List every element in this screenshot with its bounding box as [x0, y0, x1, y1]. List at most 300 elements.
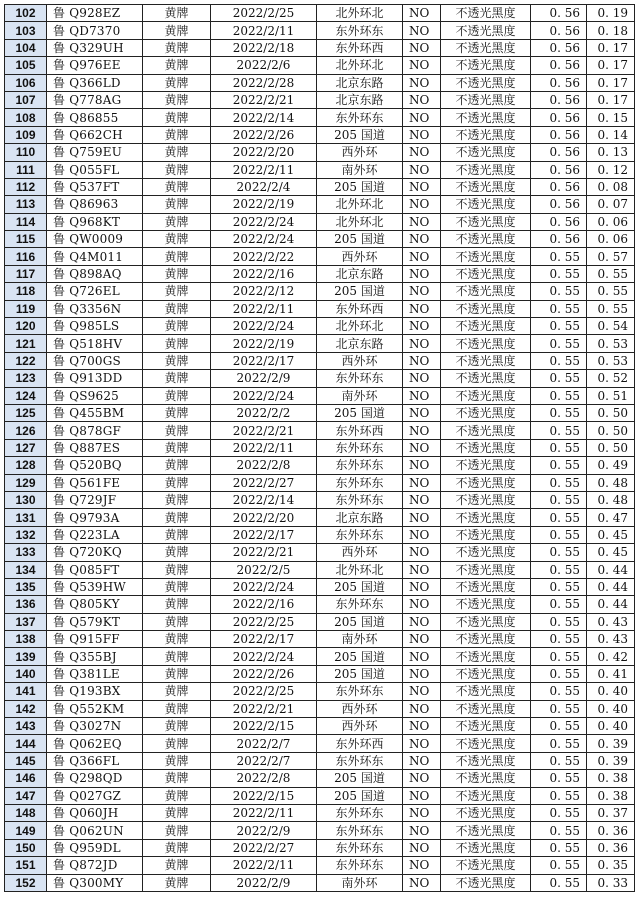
result: NO [403, 231, 441, 248]
result: NO [403, 300, 441, 317]
test-location: 205 国道 [317, 613, 403, 630]
measured-value: 0. 07 [587, 196, 635, 213]
test-item: 不透光黑度 [441, 839, 531, 856]
test-date: 2022/2/27 [211, 474, 317, 491]
plate-type: 黄牌 [143, 161, 211, 178]
limit-value: 0. 55 [531, 474, 587, 491]
test-item: 不透光黑度 [441, 5, 531, 22]
table-row [5, 387, 635, 404]
result: NO [403, 370, 441, 387]
limit-value: 0. 55 [531, 509, 587, 526]
result: NO [403, 700, 441, 717]
result: NO [403, 265, 441, 282]
plate-number: 鲁 Q537FT [47, 178, 143, 195]
table-row [5, 352, 635, 369]
test-date: 2022/2/11 [211, 804, 317, 821]
measured-value: 0. 08 [587, 178, 635, 195]
limit-value: 0. 55 [531, 544, 587, 561]
plate-type: 黄牌 [143, 283, 211, 300]
row-number: 131 [5, 509, 47, 526]
test-date: 2022/2/17 [211, 631, 317, 648]
result: NO [403, 439, 441, 456]
test-location: 205 国道 [317, 283, 403, 300]
row-number: 143 [5, 718, 47, 735]
test-date: 2022/2/18 [211, 39, 317, 56]
test-item: 不透光黑度 [441, 248, 531, 265]
test-location: 南外环 [317, 387, 403, 404]
plate-type: 黄牌 [143, 544, 211, 561]
limit-value: 0. 56 [531, 213, 587, 230]
result: NO [403, 387, 441, 404]
plate-number: 鲁 Q062EQ [47, 735, 143, 752]
row-number: 124 [5, 387, 47, 404]
result: NO [403, 631, 441, 648]
plate-number: 鲁 Q561FE [47, 474, 143, 491]
table-row [5, 770, 635, 787]
plate-number: 鲁 Q915FF [47, 631, 143, 648]
limit-value: 0. 56 [531, 126, 587, 143]
test-date: 2022/2/8 [211, 457, 317, 474]
test-location: 东外环东 [317, 22, 403, 39]
test-date: 2022/2/24 [211, 578, 317, 595]
row-number: 105 [5, 57, 47, 74]
test-item: 不透光黑度 [441, 631, 531, 648]
limit-value: 0. 55 [531, 387, 587, 404]
test-location: 北京东路 [317, 265, 403, 282]
test-item: 不透光黑度 [441, 300, 531, 317]
plate-number: 鲁 QW0009 [47, 231, 143, 248]
row-number: 127 [5, 439, 47, 456]
test-item: 不透光黑度 [441, 39, 531, 56]
row-number: 117 [5, 265, 47, 282]
table-row [5, 526, 635, 543]
test-date: 2022/2/9 [211, 822, 317, 839]
row-number: 139 [5, 648, 47, 665]
result: NO [403, 474, 441, 491]
row-number: 108 [5, 109, 47, 126]
test-item: 不透光黑度 [441, 491, 531, 508]
plate-number: 鲁 Q700GS [47, 352, 143, 369]
plate-type: 黄牌 [143, 700, 211, 717]
measured-value: 0. 53 [587, 335, 635, 352]
result: NO [403, 613, 441, 630]
measured-value: 0. 19 [587, 5, 635, 22]
plate-number: 鲁 Q518HV [47, 335, 143, 352]
measured-value: 0. 38 [587, 787, 635, 804]
plate-type: 黄牌 [143, 822, 211, 839]
test-date: 2022/2/19 [211, 196, 317, 213]
test-location: 东外环东 [317, 596, 403, 613]
test-location: 北外环北 [317, 196, 403, 213]
limit-value: 0. 56 [531, 231, 587, 248]
row-number: 144 [5, 735, 47, 752]
result: NO [403, 544, 441, 561]
measured-value: 0. 43 [587, 631, 635, 648]
test-location: 北外环北 [317, 213, 403, 230]
plate-number: 鲁 Q300MY [47, 874, 143, 891]
limit-value: 0. 55 [531, 648, 587, 665]
result: NO [403, 248, 441, 265]
measured-value: 0. 52 [587, 370, 635, 387]
table-row [5, 874, 635, 891]
limit-value: 0. 55 [531, 318, 587, 335]
plate-type: 黄牌 [143, 474, 211, 491]
test-item: 不透光黑度 [441, 509, 531, 526]
plate-type: 黄牌 [143, 770, 211, 787]
test-item: 不透光黑度 [441, 283, 531, 300]
test-location: 西外环 [317, 700, 403, 717]
test-item: 不透光黑度 [441, 735, 531, 752]
limit-value: 0. 55 [531, 718, 587, 735]
test-location: 东外环西 [317, 422, 403, 439]
row-number: 137 [5, 613, 47, 630]
test-item: 不透光黑度 [441, 804, 531, 821]
row-number: 147 [5, 787, 47, 804]
table-row [5, 91, 635, 108]
result: NO [403, 352, 441, 369]
test-date: 2022/2/21 [211, 544, 317, 561]
test-item: 不透光黑度 [441, 578, 531, 595]
test-location: 205 国道 [317, 578, 403, 595]
limit-value: 0. 56 [531, 5, 587, 22]
plate-type: 黄牌 [143, 457, 211, 474]
limit-value: 0. 55 [531, 683, 587, 700]
plate-type: 黄牌 [143, 22, 211, 39]
limit-value: 0. 56 [531, 74, 587, 91]
row-number: 149 [5, 822, 47, 839]
measured-value: 0. 33 [587, 874, 635, 891]
inspection-table-sheet [4, 4, 634, 892]
limit-value: 0. 55 [531, 874, 587, 891]
plate-type: 黄牌 [143, 231, 211, 248]
test-location: 西外环 [317, 352, 403, 369]
plate-type: 黄牌 [143, 126, 211, 143]
plate-type: 黄牌 [143, 787, 211, 804]
row-number: 118 [5, 283, 47, 300]
result: NO [403, 526, 441, 543]
test-location: 东外环东 [317, 109, 403, 126]
plate-type: 黄牌 [143, 526, 211, 543]
result: NO [403, 144, 441, 161]
result: NO [403, 5, 441, 22]
plate-type: 黄牌 [143, 735, 211, 752]
result: NO [403, 161, 441, 178]
limit-value: 0. 55 [531, 596, 587, 613]
plate-number: 鲁 Q720KQ [47, 544, 143, 561]
plate-type: 黄牌 [143, 178, 211, 195]
result: NO [403, 422, 441, 439]
table-row [5, 335, 635, 352]
plate-number: 鲁 Q060JH [47, 804, 143, 821]
plate-type: 黄牌 [143, 109, 211, 126]
row-number: 102 [5, 5, 47, 22]
limit-value: 0. 55 [531, 787, 587, 804]
plate-number: 鲁 Q366FL [47, 752, 143, 769]
row-number: 119 [5, 300, 47, 317]
measured-value: 0. 35 [587, 857, 635, 874]
table-row [5, 265, 635, 282]
table-row [5, 213, 635, 230]
limit-value: 0. 55 [531, 457, 587, 474]
plate-number: 鲁 Q355BJ [47, 648, 143, 665]
plate-type: 黄牌 [143, 752, 211, 769]
test-location: 北京东路 [317, 74, 403, 91]
test-date: 2022/2/14 [211, 491, 317, 508]
row-number: 115 [5, 231, 47, 248]
plate-type: 黄牌 [143, 578, 211, 595]
measured-value: 0. 14 [587, 126, 635, 143]
plate-number: 鲁 Q662CH [47, 126, 143, 143]
row-number: 123 [5, 370, 47, 387]
result: NO [403, 335, 441, 352]
row-number: 129 [5, 474, 47, 491]
limit-value: 0. 55 [531, 613, 587, 630]
test-item: 不透光黑度 [441, 178, 531, 195]
result: NO [403, 213, 441, 230]
limit-value: 0. 55 [531, 352, 587, 369]
table-row [5, 857, 635, 874]
test-item: 不透光黑度 [441, 22, 531, 39]
plate-number: 鲁 Q985LS [47, 318, 143, 335]
plate-number: 鲁 Q193BX [47, 683, 143, 700]
test-date: 2022/2/14 [211, 109, 317, 126]
test-item: 不透光黑度 [441, 196, 531, 213]
table-row [5, 109, 635, 126]
plate-number: 鲁 Q3356N [47, 300, 143, 317]
test-item: 不透光黑度 [441, 857, 531, 874]
table-row [5, 74, 635, 91]
vehicle-emission-table [4, 4, 635, 892]
test-item: 不透光黑度 [441, 335, 531, 352]
plate-type: 黄牌 [143, 404, 211, 421]
table-row [5, 57, 635, 74]
measured-value: 0. 55 [587, 300, 635, 317]
row-number: 110 [5, 144, 47, 161]
test-date: 2022/2/21 [211, 91, 317, 108]
plate-type: 黄牌 [143, 509, 211, 526]
result: NO [403, 491, 441, 508]
table-row [5, 613, 635, 630]
plate-type: 黄牌 [143, 335, 211, 352]
plate-type: 黄牌 [143, 857, 211, 874]
test-date: 2022/2/11 [211, 161, 317, 178]
test-item: 不透光黑度 [441, 318, 531, 335]
test-item: 不透光黑度 [441, 874, 531, 891]
limit-value: 0. 55 [531, 578, 587, 595]
test-date: 2022/2/21 [211, 422, 317, 439]
test-date: 2022/2/11 [211, 300, 317, 317]
test-location: 东外环西 [317, 300, 403, 317]
test-item: 不透光黑度 [441, 74, 531, 91]
test-date: 2022/2/21 [211, 700, 317, 717]
test-date: 2022/2/24 [211, 387, 317, 404]
measured-value: 0. 43 [587, 613, 635, 630]
plate-number: 鲁 Q298QD [47, 770, 143, 787]
test-item: 不透光黑度 [441, 126, 531, 143]
plate-type: 黄牌 [143, 57, 211, 74]
plate-number: 鲁 Q085FT [47, 561, 143, 578]
test-location: 北外环北 [317, 5, 403, 22]
result: NO [403, 648, 441, 665]
test-item: 不透光黑度 [441, 91, 531, 108]
table-row [5, 126, 635, 143]
measured-value: 0. 50 [587, 404, 635, 421]
test-date: 2022/2/26 [211, 126, 317, 143]
table-row [5, 457, 635, 474]
test-location: 205 国道 [317, 178, 403, 195]
result: NO [403, 752, 441, 769]
test-location: 东外环东 [317, 839, 403, 856]
row-number: 142 [5, 700, 47, 717]
row-number: 132 [5, 526, 47, 543]
table-row [5, 474, 635, 491]
limit-value: 0. 55 [531, 370, 587, 387]
test-location: 205 国道 [317, 648, 403, 665]
test-location: 东外环东 [317, 526, 403, 543]
row-number: 126 [5, 422, 47, 439]
measured-value: 0. 47 [587, 509, 635, 526]
table-row [5, 196, 635, 213]
row-number: 122 [5, 352, 47, 369]
test-item: 不透光黑度 [441, 231, 531, 248]
plate-type: 黄牌 [143, 439, 211, 456]
plate-type: 黄牌 [143, 300, 211, 317]
test-item: 不透光黑度 [441, 648, 531, 665]
measured-value: 0. 17 [587, 74, 635, 91]
row-number: 152 [5, 874, 47, 891]
plate-number: 鲁 Q872JD [47, 857, 143, 874]
plate-number: 鲁 Q86855 [47, 109, 143, 126]
plate-number: 鲁 QS9625 [47, 387, 143, 404]
test-item: 不透光黑度 [441, 370, 531, 387]
plate-number: 鲁 Q9793A [47, 509, 143, 526]
result: NO [403, 74, 441, 91]
result: NO [403, 578, 441, 595]
table-row [5, 509, 635, 526]
measured-value: 0. 40 [587, 683, 635, 700]
limit-value: 0. 56 [531, 57, 587, 74]
row-number: 134 [5, 561, 47, 578]
result: NO [403, 787, 441, 804]
plate-type: 黄牌 [143, 318, 211, 335]
row-number: 141 [5, 683, 47, 700]
test-date: 2022/2/15 [211, 787, 317, 804]
test-item: 不透光黑度 [441, 700, 531, 717]
table-row [5, 752, 635, 769]
result: NO [403, 39, 441, 56]
test-item: 不透光黑度 [441, 596, 531, 613]
plate-number: 鲁 Q887ES [47, 439, 143, 456]
limit-value: 0. 55 [531, 665, 587, 682]
test-location: 205 国道 [317, 404, 403, 421]
test-location: 西外环 [317, 248, 403, 265]
limit-value: 0. 56 [531, 91, 587, 108]
limit-value: 0. 55 [531, 265, 587, 282]
test-date: 2022/2/4 [211, 178, 317, 195]
row-number: 133 [5, 544, 47, 561]
test-item: 不透光黑度 [441, 561, 531, 578]
limit-value: 0. 55 [531, 561, 587, 578]
result: NO [403, 718, 441, 735]
table-row [5, 718, 635, 735]
test-location: 东外环东 [317, 683, 403, 700]
test-date: 2022/2/12 [211, 283, 317, 300]
test-date: 2022/2/24 [211, 231, 317, 248]
plate-type: 黄牌 [143, 874, 211, 891]
test-item: 不透光黑度 [441, 526, 531, 543]
test-item: 不透光黑度 [441, 770, 531, 787]
plate-type: 黄牌 [143, 5, 211, 22]
measured-value: 0. 06 [587, 213, 635, 230]
measured-value: 0. 45 [587, 526, 635, 543]
limit-value: 0. 56 [531, 39, 587, 56]
test-date: 2022/2/24 [211, 648, 317, 665]
test-item: 不透光黑度 [441, 718, 531, 735]
limit-value: 0. 55 [531, 422, 587, 439]
result: NO [403, 109, 441, 126]
measured-value: 0. 38 [587, 770, 635, 787]
plate-type: 黄牌 [143, 370, 211, 387]
result: NO [403, 561, 441, 578]
test-item: 不透光黑度 [441, 439, 531, 456]
test-location: 东外环东 [317, 822, 403, 839]
measured-value: 0. 54 [587, 318, 635, 335]
measured-value: 0. 53 [587, 352, 635, 369]
plate-number: 鲁 Q381LE [47, 665, 143, 682]
plate-number: 鲁 Q329UH [47, 39, 143, 56]
result: NO [403, 596, 441, 613]
test-date: 2022/2/9 [211, 874, 317, 891]
result: NO [403, 822, 441, 839]
measured-value: 0. 39 [587, 735, 635, 752]
plate-type: 黄牌 [143, 248, 211, 265]
limit-value: 0. 55 [531, 283, 587, 300]
result: NO [403, 178, 441, 195]
measured-value: 0. 17 [587, 57, 635, 74]
test-date: 2022/2/11 [211, 439, 317, 456]
row-number: 104 [5, 39, 47, 56]
row-number: 130 [5, 491, 47, 508]
test-location: 东外环东 [317, 752, 403, 769]
plate-type: 黄牌 [143, 665, 211, 682]
plate-number: 鲁 Q878GF [47, 422, 143, 439]
plate-type: 黄牌 [143, 352, 211, 369]
measured-value: 0. 44 [587, 561, 635, 578]
limit-value: 0. 55 [531, 439, 587, 456]
test-date: 2022/2/7 [211, 752, 317, 769]
plate-number: 鲁 Q976EE [47, 57, 143, 74]
limit-value: 0. 55 [531, 839, 587, 856]
row-number: 151 [5, 857, 47, 874]
test-location: 北京东路 [317, 91, 403, 108]
measured-value: 0. 40 [587, 718, 635, 735]
plate-type: 黄牌 [143, 387, 211, 404]
table-row [5, 544, 635, 561]
measured-value: 0. 36 [587, 822, 635, 839]
measured-value: 0. 51 [587, 387, 635, 404]
test-location: 东外环东 [317, 439, 403, 456]
test-location: 东外环东 [317, 474, 403, 491]
row-number: 148 [5, 804, 47, 821]
measured-value: 0. 37 [587, 804, 635, 821]
table-row [5, 370, 635, 387]
table-row [5, 231, 635, 248]
row-number: 107 [5, 91, 47, 108]
limit-value: 0. 56 [531, 144, 587, 161]
measured-value: 0. 44 [587, 578, 635, 595]
table-row [5, 631, 635, 648]
test-item: 不透光黑度 [441, 109, 531, 126]
